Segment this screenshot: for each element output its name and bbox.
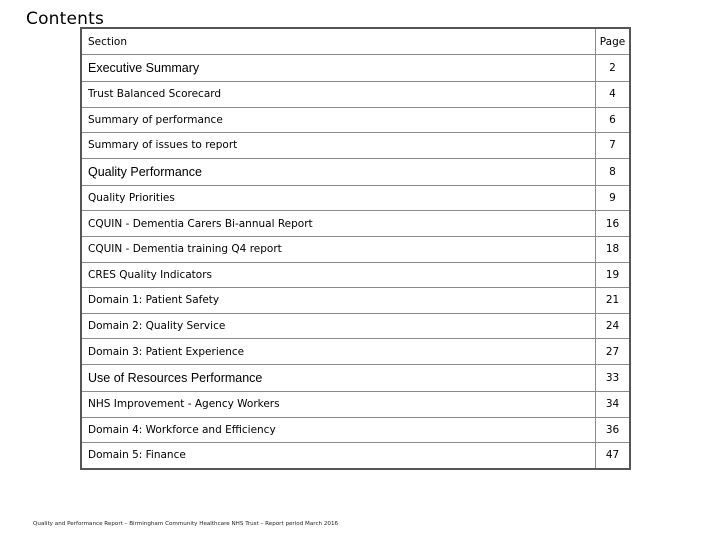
- section-title: Use of Resources Performance: [81, 364, 596, 391]
- section-title: CQUIN - Dementia training Q4 report: [81, 236, 596, 262]
- page-number: 18: [596, 236, 631, 262]
- page-number: 21: [596, 288, 631, 314]
- section-title: Trust Balanced Scorecard: [81, 82, 596, 108]
- page-column-header: Page: [596, 28, 631, 55]
- footer-text: Quality and Performance Report – Birmingham Community Healthcare NHS Trust – Report period March 2016: [33, 521, 339, 527]
- section-title: Summary of performance: [81, 107, 596, 133]
- section-heading-row[interactable]: [81, 158, 630, 185]
- section-title: Quality Priorities: [81, 185, 596, 211]
- page-number: 27: [596, 339, 631, 365]
- table-row[interactable]: [81, 82, 630, 108]
- page-number: 34: [596, 391, 631, 417]
- page-number: 2: [596, 55, 631, 82]
- section-title: Summary of issues to report: [81, 133, 596, 159]
- section-heading-row[interactable]: [81, 364, 630, 391]
- table-row[interactable]: [81, 107, 630, 133]
- section-title: Quality Performance: [81, 158, 596, 185]
- page-number: 33: [596, 364, 631, 391]
- section-title: Domain 4: Workforce and Efficiency: [81, 417, 596, 443]
- section-heading-row[interactable]: [81, 55, 630, 82]
- table-row[interactable]: [81, 262, 630, 288]
- section-title: Domain 3: Patient Experience: [81, 339, 596, 365]
- table-row[interactable]: [81, 313, 630, 339]
- page-number: 4: [596, 82, 631, 108]
- section-title: Domain 1: Patient Safety: [81, 288, 596, 314]
- page-number: 16: [596, 211, 631, 237]
- page-number: 19: [596, 262, 631, 288]
- table-row[interactable]: [81, 417, 630, 443]
- section-title: CQUIN - Dementia Carers Bi-annual Report: [81, 211, 596, 237]
- table-row[interactable]: [81, 288, 630, 314]
- table-row[interactable]: [81, 391, 630, 417]
- page-number: 36: [596, 417, 631, 443]
- page-number: 6: [596, 107, 631, 133]
- table-row[interactable]: [81, 443, 630, 469]
- table-row[interactable]: [81, 211, 630, 237]
- section-title: Domain 5: Finance: [81, 443, 596, 469]
- page-number: 9: [596, 185, 631, 211]
- page-number: 8: [596, 158, 631, 185]
- section-title: Executive Summary: [81, 55, 596, 82]
- page-number: 24: [596, 313, 631, 339]
- table-row[interactable]: [81, 133, 630, 159]
- page-title: Contents: [26, 9, 105, 29]
- table-row[interactable]: [81, 236, 630, 262]
- section-title: NHS Improvement - Agency Workers: [81, 391, 596, 417]
- section-title: CRES Quality Indicators: [81, 262, 596, 288]
- table-row[interactable]: [81, 185, 630, 211]
- table-header-row: [81, 28, 630, 55]
- page-number: 47: [596, 443, 631, 469]
- section-title: Domain 2: Quality Service: [81, 313, 596, 339]
- page-number: 7: [596, 133, 631, 159]
- table-row[interactable]: [81, 339, 630, 365]
- section-column-header: Section: [81, 28, 596, 55]
- contents-table: [80, 27, 631, 470]
